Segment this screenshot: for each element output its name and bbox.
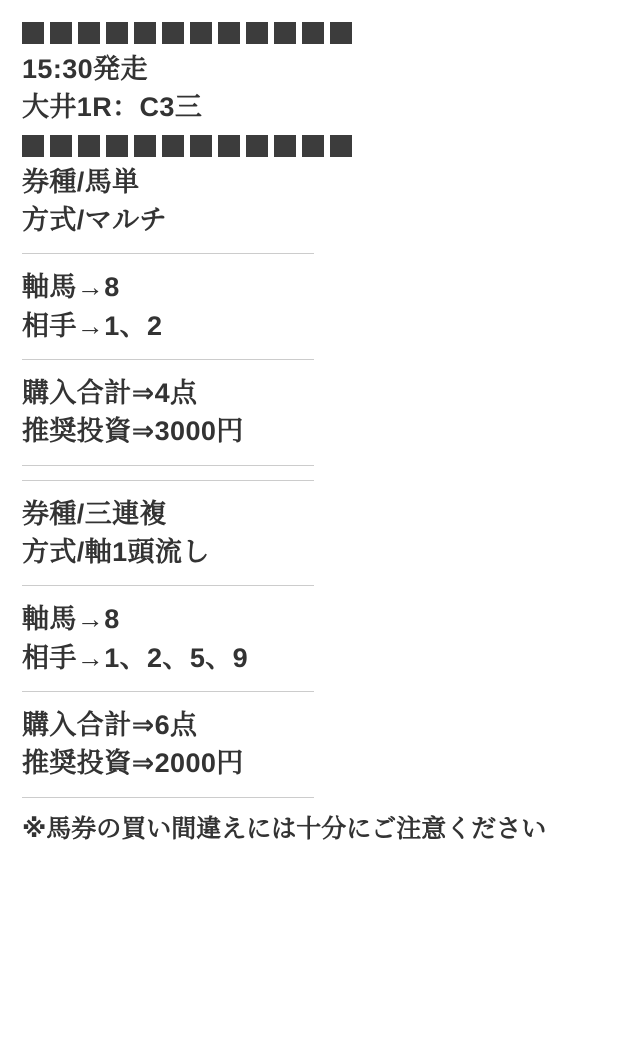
square-icon bbox=[274, 22, 296, 44]
divider bbox=[22, 691, 314, 692]
square-icon bbox=[302, 135, 324, 157]
square-icon bbox=[50, 22, 72, 44]
square-icon bbox=[78, 22, 100, 44]
divider bbox=[22, 585, 314, 586]
divider bbox=[22, 797, 314, 798]
square-icon bbox=[134, 22, 156, 44]
method-2: 方式/軸1頭流し bbox=[22, 536, 210, 567]
square-icon bbox=[274, 135, 296, 157]
divider bbox=[22, 480, 314, 481]
decorative-squares-top bbox=[22, 22, 618, 44]
bet-block-2 bbox=[22, 495, 618, 783]
square-icon bbox=[218, 22, 240, 44]
decorative-squares-bottom bbox=[22, 135, 618, 157]
axis-horse-2: 軸馬→8 bbox=[22, 604, 120, 635]
partner-horses-2: 相手→1、2、5、9 bbox=[22, 642, 249, 673]
divider bbox=[22, 253, 314, 254]
square-icon bbox=[162, 22, 184, 44]
race-title: 大井1R：C3三 bbox=[22, 92, 203, 123]
ticket-type-2: 券種/三連複 bbox=[22, 498, 167, 529]
caution-note: ※馬券の買い間違えには十分にご注意ください bbox=[22, 814, 547, 843]
method-1: 方式/マルチ bbox=[22, 204, 167, 235]
bet-block-1 bbox=[22, 163, 618, 451]
square-icon bbox=[190, 135, 212, 157]
square-icon bbox=[106, 22, 128, 44]
square-icon bbox=[78, 135, 100, 157]
square-icon bbox=[190, 22, 212, 44]
total-points-2: 購入合計⇒6点 bbox=[22, 709, 198, 740]
total-points-1: 購入合計⇒4点 bbox=[22, 377, 198, 408]
square-icon bbox=[22, 22, 44, 44]
ticket-type-1: 券種/馬単 bbox=[22, 166, 140, 197]
recommended-investment-2: 推奨投資⇒2000円 bbox=[22, 748, 244, 779]
race-start-time: 15:30発走 bbox=[22, 54, 148, 84]
square-icon bbox=[246, 22, 268, 44]
square-icon bbox=[218, 135, 240, 157]
square-icon bbox=[134, 135, 156, 157]
square-icon bbox=[106, 135, 128, 157]
divider bbox=[22, 465, 314, 466]
recommended-investment-1: 推奨投資⇒3000円 bbox=[22, 416, 244, 447]
square-icon bbox=[330, 22, 352, 44]
axis-horse-1: 軸馬→8 bbox=[22, 272, 120, 303]
square-icon bbox=[246, 135, 268, 157]
square-icon bbox=[22, 135, 44, 157]
square-icon bbox=[50, 135, 72, 157]
square-icon bbox=[330, 135, 352, 157]
square-icon bbox=[302, 22, 324, 44]
partner-horses-1: 相手→1、2 bbox=[22, 310, 163, 341]
square-icon bbox=[162, 135, 184, 157]
divider bbox=[22, 359, 314, 360]
